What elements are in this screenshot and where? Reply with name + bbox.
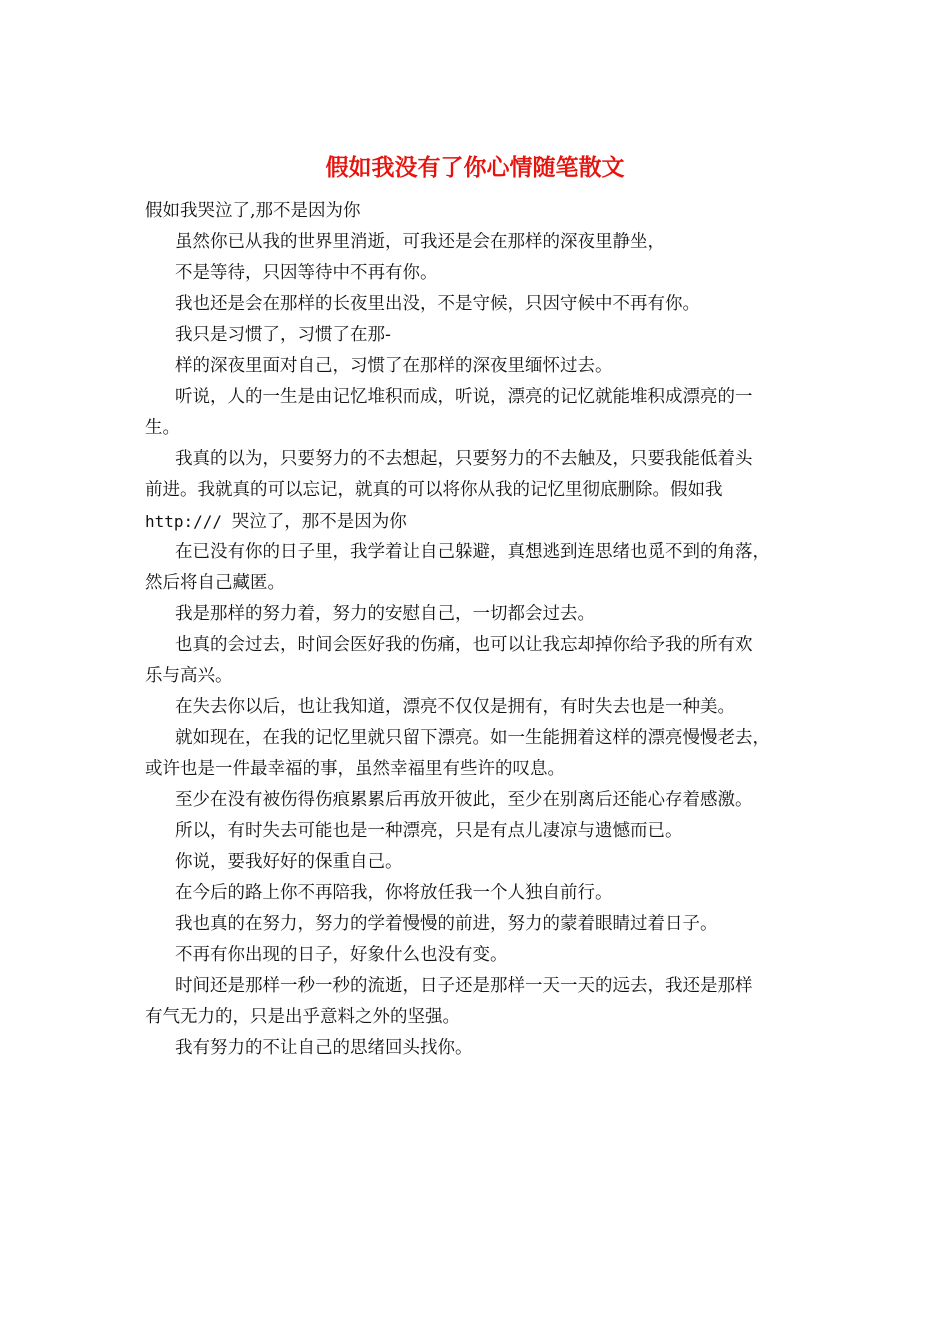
paragraph-line: 前进。我就真的可以忘记，就真的可以将你从我的记忆里彻底删除。假如我 — [145, 480, 723, 500]
url-text: http:/// — [145, 512, 223, 531]
paragraph-line: 或许也是一件最幸福的事，虽然幸福里有些许的叹息。 — [145, 759, 565, 779]
document-body — [145, 196, 813, 1064]
paragraph-line: 我有努力的不让自己的思绪回头找你。 — [175, 1038, 473, 1058]
paragraph-line: 在已没有你的日子里，我学着让自己躲避，真想逃到连思绪也觅不到的角落， — [175, 542, 770, 562]
paragraph-line: 我真的以为，只要努力的不去想起，只要努力的不去触及，只要我能低着头 — [175, 449, 753, 469]
paragraph-line: 时间还是那样一秒一秒的流逝，日子还是那样一天一天的远去，我还是那样 — [175, 976, 753, 996]
paragraph-line: 所以，有时失去可能也是一种漂亮，只是有点儿凄凉与遗憾而已。 — [175, 821, 683, 841]
paragraph-line: 虽然你已从我的世界里消逝，可我还是会在那样的深夜里静坐， — [175, 232, 665, 252]
paragraph-line: 在今后的路上你不再陪我，你将放任我一个人独自前行。 — [175, 883, 613, 903]
page-title: 假如我没有了你心情随笔散文 — [325, 154, 625, 181]
paragraph-line: 在失去你以后，也让我知道，漂亮不仅仅是拥有，有时失去也是一种美。 — [175, 697, 735, 717]
paragraph-line: 不再有你出现的日子，好象什么也没有变。 — [175, 945, 508, 965]
paragraph-line: 我也还是会在那样的长夜里出没，不是守候，只因守候中不再有你。 — [175, 294, 700, 314]
paragraph-line: 至少在没有被伤得伤痕累累后再放开彼此，至少在别离后还能心存着感激。 — [175, 790, 753, 810]
paragraph-line: 就如现在，在我的记忆里就只留下漂亮。如一生能拥着这样的漂亮慢慢老去， — [175, 728, 770, 748]
paragraph-line: 乐与高兴。 — [145, 666, 233, 686]
paragraph-line: 也真的会过去，时间会医好我的伤痛，也可以让我忘却掉你给予我的所有欢 — [175, 635, 753, 655]
url-line-text: 哭泣了，那不是因为你 — [231, 512, 407, 532]
paragraph-line: 假如我哭泣了,那不是因为你 — [145, 201, 361, 221]
paragraph-line: 不是等待，只因等待中不再有你。 — [175, 263, 438, 283]
paragraph-line-url — [145, 506, 813, 537]
paragraph-line: 你说，要我好好的保重自己。 — [175, 852, 403, 872]
paragraph-line: 生。 — [145, 418, 180, 438]
paragraph-line: 我只是习惯了，习惯了在那- — [175, 325, 391, 345]
paragraph-line: 样的深夜里面对自己，习惯了在那样的深夜里缅怀过去。 — [175, 356, 613, 376]
paragraph-line: 有气无力的，只是出乎意料之外的坚强。 — [145, 1007, 460, 1027]
paragraph-line: 然后将自己藏匿。 — [145, 573, 285, 593]
paragraph-line: 我是那样的努力着，努力的安慰自己，一切都会过去。 — [175, 604, 595, 624]
paragraph-line: 我也真的在努力，努力的学着慢慢的前进，努力的蒙着眼睛过着日子。 — [175, 914, 718, 934]
paragraph-line: 听说，人的一生是由记忆堆积而成，听说，漂亮的记忆就能堆积成漂亮的一 — [175, 387, 753, 407]
